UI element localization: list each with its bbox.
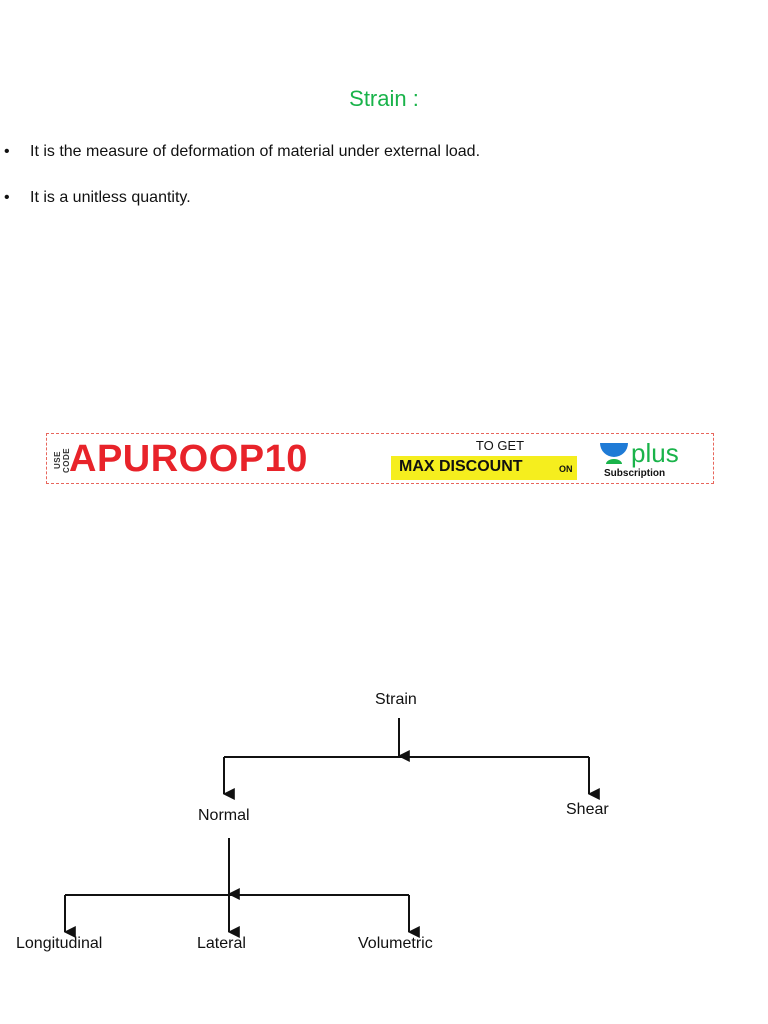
tree-node-normal: Normal (198, 807, 250, 824)
subscription-label: Subscription (604, 468, 666, 479)
bullet-marker: • (4, 143, 10, 160)
tree-node-longitudinal: Longitudinal (16, 935, 103, 952)
max-discount-label: MAX DISCOUNT (399, 458, 523, 475)
use-code-label: USE CODE (53, 447, 71, 473)
tree-node-lateral: Lateral (197, 935, 246, 952)
tree-node-shear: Shear (566, 801, 609, 818)
on-label: ON (559, 464, 573, 474)
tree-node-strain: Strain (375, 691, 417, 708)
bullet-marker: • (4, 189, 10, 206)
promo-code: APUROOP10 (69, 438, 308, 480)
to-get-label: TO GET (475, 438, 525, 453)
bullet-text: It is a unitless quantity. (30, 189, 191, 206)
brand-plus: plus (631, 438, 679, 468)
tree-node-volumetric: Volumetric (358, 935, 433, 952)
bullet-text: It is the measure of deformation of material under external load. (30, 143, 481, 160)
page-title: Strain : (349, 86, 419, 111)
